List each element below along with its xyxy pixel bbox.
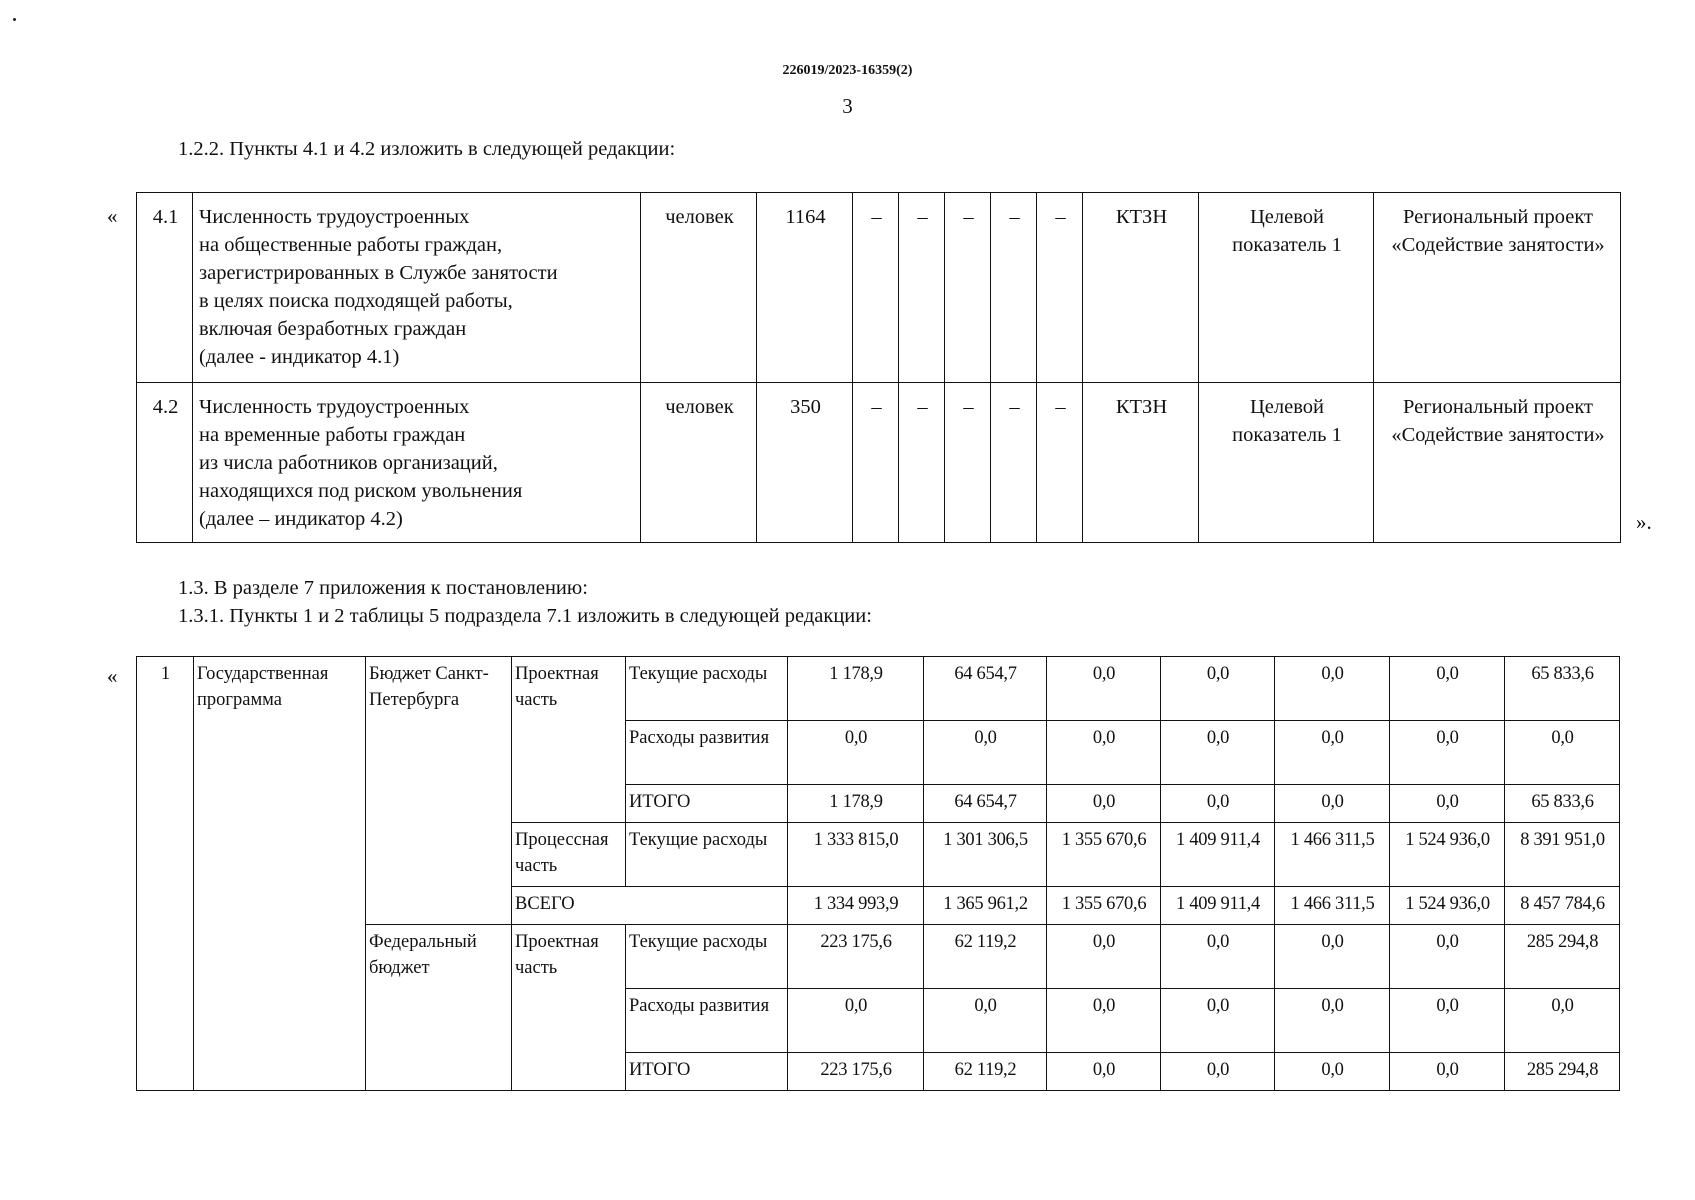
value-cell: 1 409 911,4 [1161, 823, 1275, 887]
table-row [137, 657, 1620, 721]
value-cell: 0,0 [1161, 989, 1275, 1053]
value-cell: 0,0 [1161, 785, 1275, 823]
value-cell: 1 333 815,0 [788, 823, 924, 887]
value-cell: 0,0 [1161, 721, 1275, 785]
page-number: 3 [842, 94, 853, 118]
value-cell: 0,0 [1047, 925, 1161, 989]
value-cell: 0,0 [1390, 657, 1505, 721]
row-number: 4.1 [137, 193, 193, 383]
value-cell: 8 391 951,0 [1505, 823, 1620, 887]
value-cell: 0,0 [1390, 785, 1505, 823]
current-expenses-label: Текущие расходы [626, 657, 788, 721]
value-cell: 285 294,8 [1505, 1053, 1620, 1091]
value-cell: 0,0 [788, 721, 924, 785]
value-cell: 0,0 [1161, 657, 1275, 721]
row-number: 4.2 [137, 383, 193, 543]
value-cell: 0,0 [924, 989, 1047, 1053]
value-cell: 1 409 911,4 [1161, 887, 1275, 925]
indicator-row-4-2 [137, 383, 1621, 543]
value-cell: 0,0 [1505, 721, 1620, 785]
value-cell: 0,0 [1275, 1053, 1390, 1091]
value-cell: 62 119,2 [924, 925, 1047, 989]
value-cell: 8 457 784,6 [1505, 887, 1620, 925]
unit: человек [641, 193, 757, 383]
value-cell: 0,0 [1275, 785, 1390, 823]
dash-cell: – [991, 193, 1037, 383]
dash-cell: – [1037, 193, 1083, 383]
dash-cell: – [899, 193, 945, 383]
target-indicator: Целевой показатель 1 [1199, 383, 1374, 543]
dash-cell: – [853, 193, 899, 383]
spb-budget-label: Бюджет Санкт-Петербурга [366, 657, 512, 925]
program-label: Государственная программа [194, 657, 366, 1091]
process-part-label: Процессная часть [512, 823, 626, 887]
value-cell: 0,0 [1047, 785, 1161, 823]
section-1-3-1-heading: 1.3.1. Пункты 1 и 2 таблицы 5 подраздела 7.1 изложить в следующей редакции: [178, 605, 872, 627]
indicator-name: Численность трудоустроенных на общественные работы граждан, зарегистрированных в Службе занятости в целях поиска подходящей работы, включая безработных граждан (далее - индикатор 4.1) [193, 193, 641, 383]
value: 1164 [757, 193, 853, 383]
current-expenses-label: Текущие расходы [626, 925, 788, 989]
value-cell: 62 119,2 [924, 1053, 1047, 1091]
value-cell: 1 365 961,2 [924, 887, 1047, 925]
value-cell: 1 355 670,6 [1047, 823, 1161, 887]
responsible: КТЗН [1083, 193, 1199, 383]
value-cell: 285 294,8 [1505, 925, 1620, 989]
value-cell: 0,0 [1275, 989, 1390, 1053]
value-cell: 0,0 [1275, 721, 1390, 785]
value-cell: 0,0 [1047, 1053, 1161, 1091]
value-cell: 0,0 [1390, 721, 1505, 785]
value-cell: 0,0 [1275, 925, 1390, 989]
document-number: 226019/2023-16359(2) [782, 63, 913, 78]
budget-table [136, 656, 1620, 1091]
value-cell: 0,0 [1275, 657, 1390, 721]
value-cell: 1 178,9 [788, 785, 924, 823]
dash-cell: – [945, 383, 991, 543]
dash-cell: – [991, 383, 1037, 543]
regional-project: Региональный проект «Содействие занятости» [1374, 383, 1621, 543]
open-quote-2: « [107, 664, 118, 688]
value-cell: 1 524 936,0 [1390, 823, 1505, 887]
development-expenses-label: Расходы развития [626, 721, 788, 785]
dash-cell: – [853, 383, 899, 543]
value-cell: 0,0 [1505, 989, 1620, 1053]
value-cell: 65 833,6 [1505, 657, 1620, 721]
close-quote-1: ». [1636, 510, 1652, 534]
value-cell: 0,0 [1161, 925, 1275, 989]
fed-budget-label: Федеральный бюджет [366, 925, 512, 1091]
value-cell: 223 175,6 [788, 925, 924, 989]
responsible: КТЗН [1083, 383, 1199, 543]
current-expenses-label: Текущие расходы [626, 823, 788, 887]
value-cell: 65 833,6 [1505, 785, 1620, 823]
value-cell: 0,0 [924, 721, 1047, 785]
value-cell: 1 466 311,5 [1275, 887, 1390, 925]
regional-project: Региональный проект «Содействие занятости» [1374, 193, 1621, 383]
project-part-label: Проектная часть [512, 925, 626, 1091]
value: 350 [757, 383, 853, 543]
value-cell: 0,0 [1390, 925, 1505, 989]
itogo-label: ИТОГО [626, 785, 788, 823]
value-cell: 0,0 [1047, 721, 1161, 785]
scan-speck [13, 18, 16, 21]
indicator-name: Численность трудоустроенных на временные работы граждан из числа работников организаций, находящихся под риском увольнения (далее – индикатор 4.2) [193, 383, 641, 543]
value-cell: 1 334 993,9 [788, 887, 924, 925]
project-part-label: Проектная часть [512, 657, 626, 823]
open-quote-1: « [107, 204, 118, 228]
dash-cell: – [899, 383, 945, 543]
value-cell: 0,0 [788, 989, 924, 1053]
unit: человек [641, 383, 757, 543]
indicator-row-4-1 [137, 193, 1621, 383]
value-cell: 1 355 670,6 [1047, 887, 1161, 925]
target-indicator: Целевой показатель 1 [1199, 193, 1374, 383]
dash-cell: – [1037, 383, 1083, 543]
section-1-2-2-heading: 1.2.2. Пункты 4.1 и 4.2 изложить в следующей редакции: [178, 138, 676, 160]
value-cell: 0,0 [1047, 657, 1161, 721]
row-number: 1 [137, 657, 194, 1091]
itogo-label: ИТОГО [626, 1053, 788, 1091]
value-cell: 0,0 [1390, 989, 1505, 1053]
value-cell: 0,0 [1047, 989, 1161, 1053]
value-cell: 64 654,7 [924, 657, 1047, 721]
development-expenses-label: Расходы развития [626, 989, 788, 1053]
value-cell: 1 178,9 [788, 657, 924, 721]
vsego-label: ВСЕГО [512, 887, 788, 925]
value-cell: 1 466 311,5 [1275, 823, 1390, 887]
section-1-3-heading: 1.3. В разделе 7 приложения к постановлению: [178, 577, 588, 599]
value-cell: 64 654,7 [924, 785, 1047, 823]
value-cell: 1 301 306,5 [924, 823, 1047, 887]
indicators-table [136, 192, 1621, 543]
dash-cell: – [945, 193, 991, 383]
value-cell: 223 175,6 [788, 1053, 924, 1091]
value-cell: 0,0 [1161, 1053, 1275, 1091]
value-cell: 0,0 [1390, 1053, 1505, 1091]
value-cell: 1 524 936,0 [1390, 887, 1505, 925]
